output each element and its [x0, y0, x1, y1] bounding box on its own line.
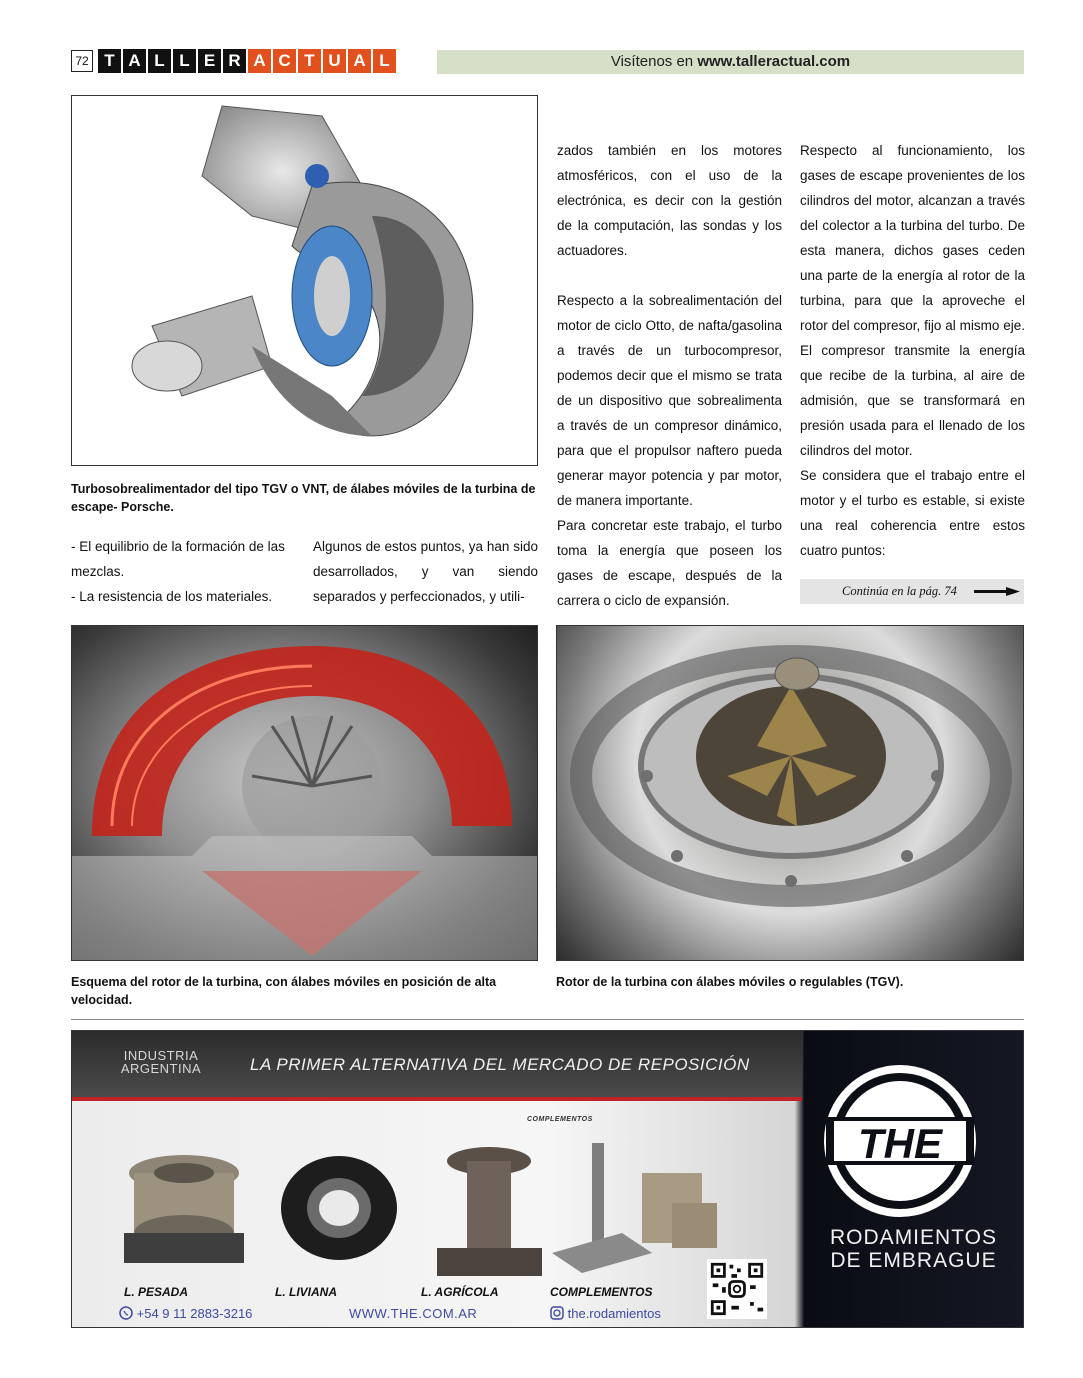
continue-reading-link[interactable] [800, 579, 1024, 604]
paragraph: Para concretar este trabajo, el turbo toma la energía que poseen los gases de escape, después de la carrera o ciclo de expansión. [557, 518, 782, 608]
text-column-mid [313, 534, 538, 609]
paragraph: zados también en los motores atmosféricos, con el uso de la electrónica, es decir con la gestión de la computación, las sondas y los actuadores. [557, 143, 782, 258]
bullet-item: - La resistencia de los materiales. [71, 589, 273, 604]
page-number: 72 [71, 50, 93, 72]
ad-small-label: COMPLEMENTOS [527, 1116, 593, 1123]
logo-letter: A [123, 49, 146, 73]
continue-text: Continúa en la pág. 74 [842, 584, 957, 598]
brand-tagline: RODAMIENTOS [830, 1226, 997, 1249]
paragraph: Respecto al funcionamiento, los gases de escape provenientes de los cilindros del motor, alcanzan a través del colector a la turbina del turbo. De esta manera, dichos gases ceden una parte de la energía al rotor de la turbina, para que la aproveche el rotor del compresor, fijo al mismo eje. El compresor transmite la energía que recibe de la turbina, al aire de admisión, que se transformará en presión usada para el llenado de los cilindros del motor. [800, 143, 1025, 458]
whatsapp-contact[interactable] [119, 1306, 252, 1322]
advertisement[interactable] [71, 1030, 1024, 1328]
paragraph: Respecto a la sobrealimentación del motor de ciclo Otto, de nafta/gasolina a través de un turbocompresor, podemos decir que el mismo se trata de un dispositivo que sobrealimenta a través de un compresor dinámico, para que el propulsor naftero pueda generar mayor potencia y par motor, de manera importante. [557, 293, 782, 508]
turbine-rotor-scheme-image [71, 625, 538, 961]
logo-letter: A [348, 49, 371, 73]
bullet-item: - El equilibrio de la formación de las mezclas. [71, 539, 285, 579]
logo-letter: E [198, 49, 221, 73]
visit-prefix: Visítenos en [610, 53, 698, 70]
product-label: L. AGRÍCOLA [421, 1285, 499, 1299]
section-divider [71, 1019, 1024, 1020]
figure-caption: Rotor de la turbina con álabes móviles o regulables (TGV). [556, 975, 904, 989]
arrow-right-icon [974, 587, 1020, 596]
ad-accent-line [72, 1097, 802, 1101]
logo-letter: L [373, 49, 396, 73]
logo-letter: A [248, 49, 271, 73]
logo-letter: T [98, 49, 121, 73]
whatsapp-icon [119, 1306, 133, 1320]
figure-caption: Esquema del rotor de la turbina, con álabes móviles en posición de alta velocidad. [71, 975, 497, 1007]
light-bearing-product-image [277, 1133, 402, 1291]
text-column-3 [557, 138, 782, 613]
text-column-left [71, 534, 296, 609]
instagram-handle: the.rodamientos [567, 1306, 661, 1321]
product-label: L. LIVIANA [275, 1285, 337, 1299]
logo-letter: U [323, 49, 346, 73]
turbocharger-cutaway-image [71, 95, 538, 466]
brand-tagline: DE EMBRAGUE [830, 1249, 997, 1272]
agricultural-bearing-product-image [427, 1133, 552, 1291]
heavy-bearing-product-image [122, 1133, 247, 1291]
paragraph: Se considera que el trabajo entre el motor y el turbo es estable, si existe una real coherencia entre estos cuatro puntos: [800, 468, 1025, 558]
turbine-rotor-photo-image [556, 625, 1024, 961]
logo-letter: C [273, 49, 296, 73]
figure-caption: Turbosobrealimentador del tipo TGV o VNT, de álabes móviles de la turbina de escape- Porsche. [71, 482, 536, 514]
qr-code-icon[interactable] [707, 1259, 767, 1319]
magazine-logo [98, 49, 396, 73]
product-label: L. PESADA [124, 1285, 189, 1299]
text-column-4 [800, 138, 1025, 563]
ad-website-link[interactable]: WWW.THE.COM.AR [349, 1306, 478, 1321]
paragraph: Algunos de estos puntos, ya han sido desarrollados, y van siendo separados y perfeccionados, y utili- [313, 539, 538, 604]
logo-letter: L [148, 49, 171, 73]
brand-name: THE [858, 1120, 942, 1167]
ad-headline: LA PRIMER ALTERNATIVA DEL MERCADO DE REPOSICIÓN [250, 1055, 750, 1074]
the-brand-logo [820, 1061, 980, 1221]
website-link[interactable]: www.talleractual.com [697, 53, 851, 70]
logo-letter: R [223, 49, 246, 73]
logo-letter: T [298, 49, 321, 73]
instagram-contact[interactable] [550, 1306, 661, 1322]
logo-letter: L [173, 49, 196, 73]
ad-origin-label: INDUSTRIA ARGENTINA [120, 1048, 202, 1076]
phone-number: +54 9 11 2883-3216 [136, 1306, 253, 1321]
complements-product-image [542, 1133, 722, 1291]
website-banner [437, 50, 1024, 74]
product-label: COMPLEMENTOS [550, 1285, 653, 1299]
instagram-icon [550, 1306, 564, 1320]
